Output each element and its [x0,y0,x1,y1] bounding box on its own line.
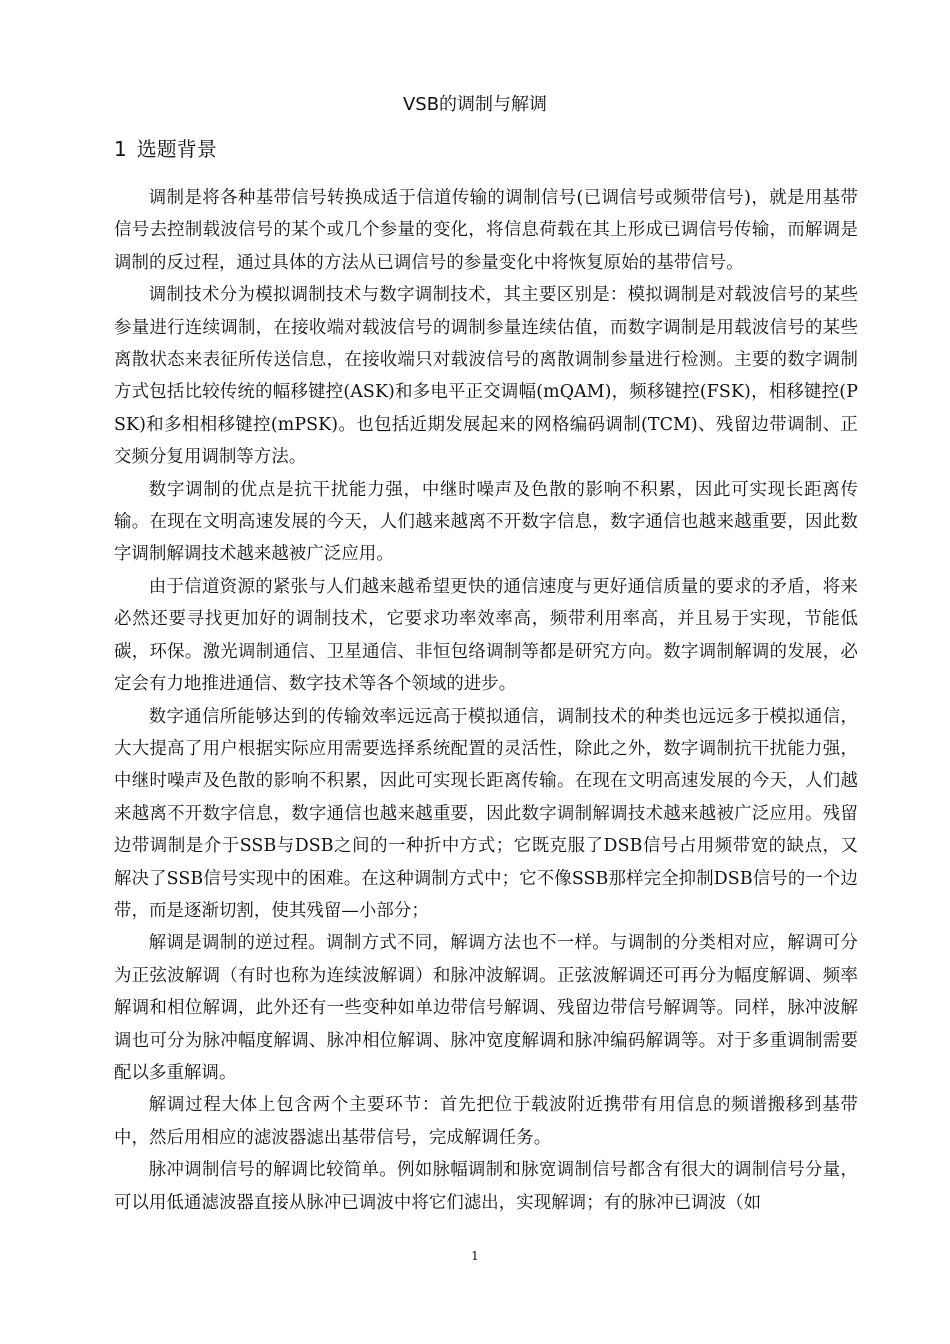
paragraph: 数字通信所能够达到的传输效率远远高于模拟通信，调制技术的种类也远远多于模拟通信，大大提高了用户根据实际应用需要选择系统配置的灵活性，除此之外，数字调制抗干扰能力强，中继时噪声及色散的影响不积累，因此可实现长距离传输。在现在文明高速发展的今天，人们越来越离不开数字信息，数字通信也越来越重要，因此数字调制解调技术越来越被广泛应用。残留边带调制是介于SSB与DSB之间的一种折中方式；它既克服了DSB信号占用频带宽的缺点，又解决了SSB信号实现中的困难。在这种调制方式中；它不像SSB那样完全抑制DSB信号的一个边带，而是逐渐切割，使其残留—小部分； [114,706,858,921]
section-heading-text: 选题背景 [136,137,217,161]
paragraph: 调制技术分为模拟调制技术与数字调制技术，其主要区别是：模拟调制是对载波信号的某些参量进行连续调制，在接收端对载波信号的调制参量连续估值，而数字调制是用载波信号的某些离散状态来表征所传送信息，在接收端只对载波信号的离散调制参量进行检测。主要的数字调制方式包括比较传统的幅移键控(ASK)和多电平正交调幅(mQAM)，频移键控(FSK)，相移键控(PSK)和多相相移键控(mPSK)。也包括近期发展起来的网格编码调制(TCM)、残留边带调制、正交频分复用调制等方法。 [114,285,858,468]
paragraph: 解调过程大体上包含两个主要环节：首先把位于载波附近携带有用信息的频谱搬移到基带中，然后用相应的滤波器滤出基带信号，完成解调任务。 [114,1095,858,1148]
section-heading [114,134,217,164]
body-text [114,182,858,1219]
paragraph: 由于信道资源的紧张与人们越来越希望更快的通信速度与更好通信质量的要求的矛盾，将来必然还要寻找更加好的调制技术，它要求功率效率高，频带利用率高，并且易于实现，节能低碳，环保。激光调制通信、卫星通信、非恒包络调制等都是研究方向。数字调制解调的发展，必定会有力地推进通信、数字技术等各个领域的进步。 [114,576,858,695]
page-title: VSB的调制与解调 [402,94,548,115]
paragraph: 数字调制的优点是抗干扰能力强，中继时噪声及色散的影响不积累，因此可实现长距离传输。在现在文明高速发展的今天，人们越来越离不开数字信息，数字通信也越来越重要，因此数字调制解调技术越来越被广泛应用。 [114,479,858,565]
paragraph: 解调是调制的逆过程。调制方式不同，解调方法也不一样。与调制的分类相对应，解调可分为正弦波解调（有时也称为连续波解调）和脉冲波解调。正弦波解调还可再分为幅度解调、频率解调和相位解调，此外还有一些变种如单边带信号解调、残留边带信号解调等。同样，脉冲波解调也可分为脉冲幅度解调、脉冲相位解调、脉冲宽度解调和脉冲编码解调等。对于多重调制需要配以多重解调。 [114,933,858,1083]
page-number: 1 [471,1249,479,1263]
paragraph: 调制是将各种基带信号转换成适于信道传输的调制信号(已调信号或频带信号)，就是用基带信号去控制载波信号的某个或几个参量的变化，将信息荷载在其上形成已调信号传输，而解调是调制的反过程，通过具体的方法从已调信号的参量变化中将恢复原始的基带信号。 [114,188,858,273]
paragraph: 脉冲调制信号的解调比较简单。例如脉幅调制和脉宽调制信号都含有很大的调制信号分量，可以用低通滤波器直接从脉冲已调波中将它们滤出，实现解调；有的脉冲已调波（如 [114,1160,858,1213]
section-number: 1 [114,137,127,161]
